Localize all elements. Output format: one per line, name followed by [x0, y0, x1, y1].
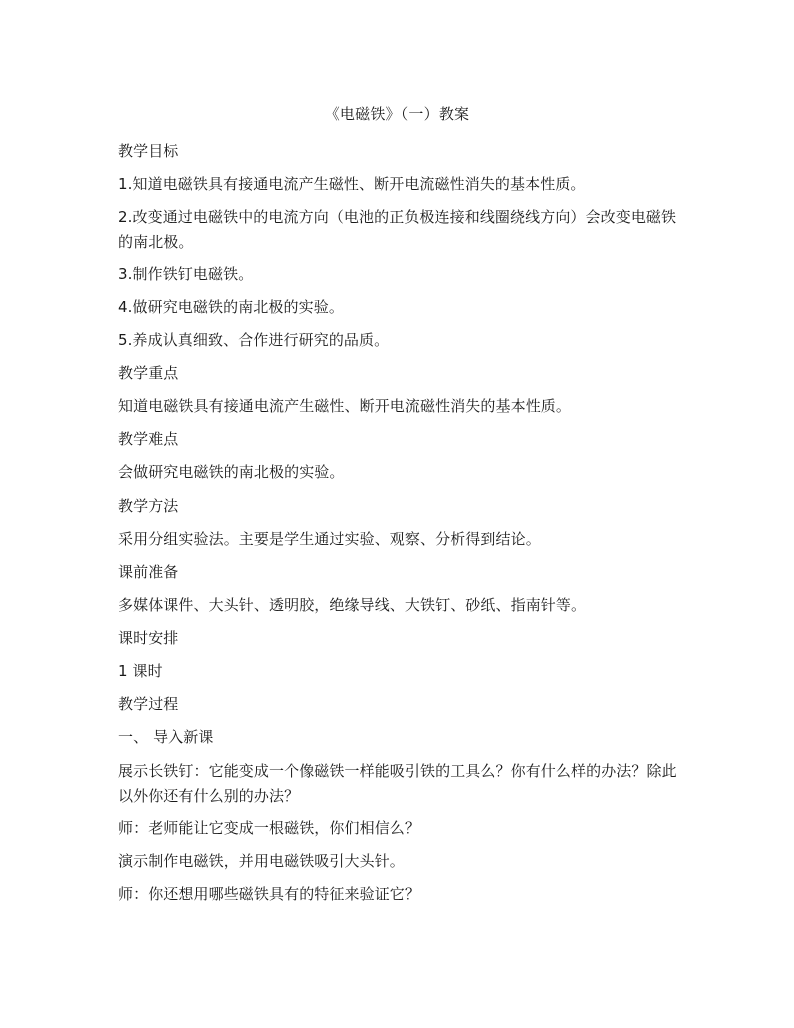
preparation-text: 多媒体课件、大头针、透明胶，绝缘导线、大铁钉、砂纸、指南针等。 [118, 596, 587, 614]
heading-process: 教学过程 [118, 695, 179, 713]
goal-item-4: 4.做研究电磁铁的南北极的实验。 [118, 298, 344, 316]
goal-item-1: 1.知道电磁铁具有接通电流产生磁性、断开电流磁性消失的基本性质。 [118, 175, 586, 193]
schedule-text: 1 课时 [118, 662, 163, 680]
document-title: 《电磁铁》（一）教案 [324, 105, 470, 123]
heading-key-points: 教学重点 [118, 364, 179, 382]
method-text: 采用分组实验法。主要是学生通过实验、观察、分析得到结论。 [118, 530, 541, 548]
paragraph-2: 师：老师能让它变成一根磁铁，你们相信么？ [118, 819, 421, 837]
heading-method: 教学方法 [118, 497, 179, 515]
heading-preparation: 课前准备 [118, 563, 179, 581]
section-heading-intro: 一、 导入新课 [118, 728, 214, 746]
heading-schedule: 课时安排 [118, 629, 179, 647]
paragraph-3: 演示制作电磁铁，并用电磁铁吸引大头针。 [118, 852, 405, 870]
heading-teaching-goals: 教学目标 [118, 142, 179, 160]
key-point-text: 知道电磁铁具有接通电流产生磁性、断开电流磁性消失的基本性质。 [118, 397, 572, 415]
goal-item-2: 2.改变通过电磁铁中的电流方向（电池的正负极连接和线圈绕线方向）会改变电磁铁的南北极。 [118, 208, 677, 251]
goal-item-5: 5.养成认真细致、合作进行研究的品质。 [118, 331, 390, 349]
goal-item-3: 3.制作铁钉电磁铁。 [118, 265, 254, 283]
heading-difficulty: 教学难点 [118, 430, 179, 448]
paragraph-4: 师：你还想用哪些磁铁具有的特征来验证它？ [118, 885, 421, 903]
difficulty-text: 会做研究电磁铁的南北极的实验。 [118, 463, 345, 481]
paragraph-1: 展示长铁钉：它能变成一个像磁铁一样能吸引铁的工具么？你有什么样的办法？除此以外你还有什么别的办法？ [118, 762, 677, 805]
